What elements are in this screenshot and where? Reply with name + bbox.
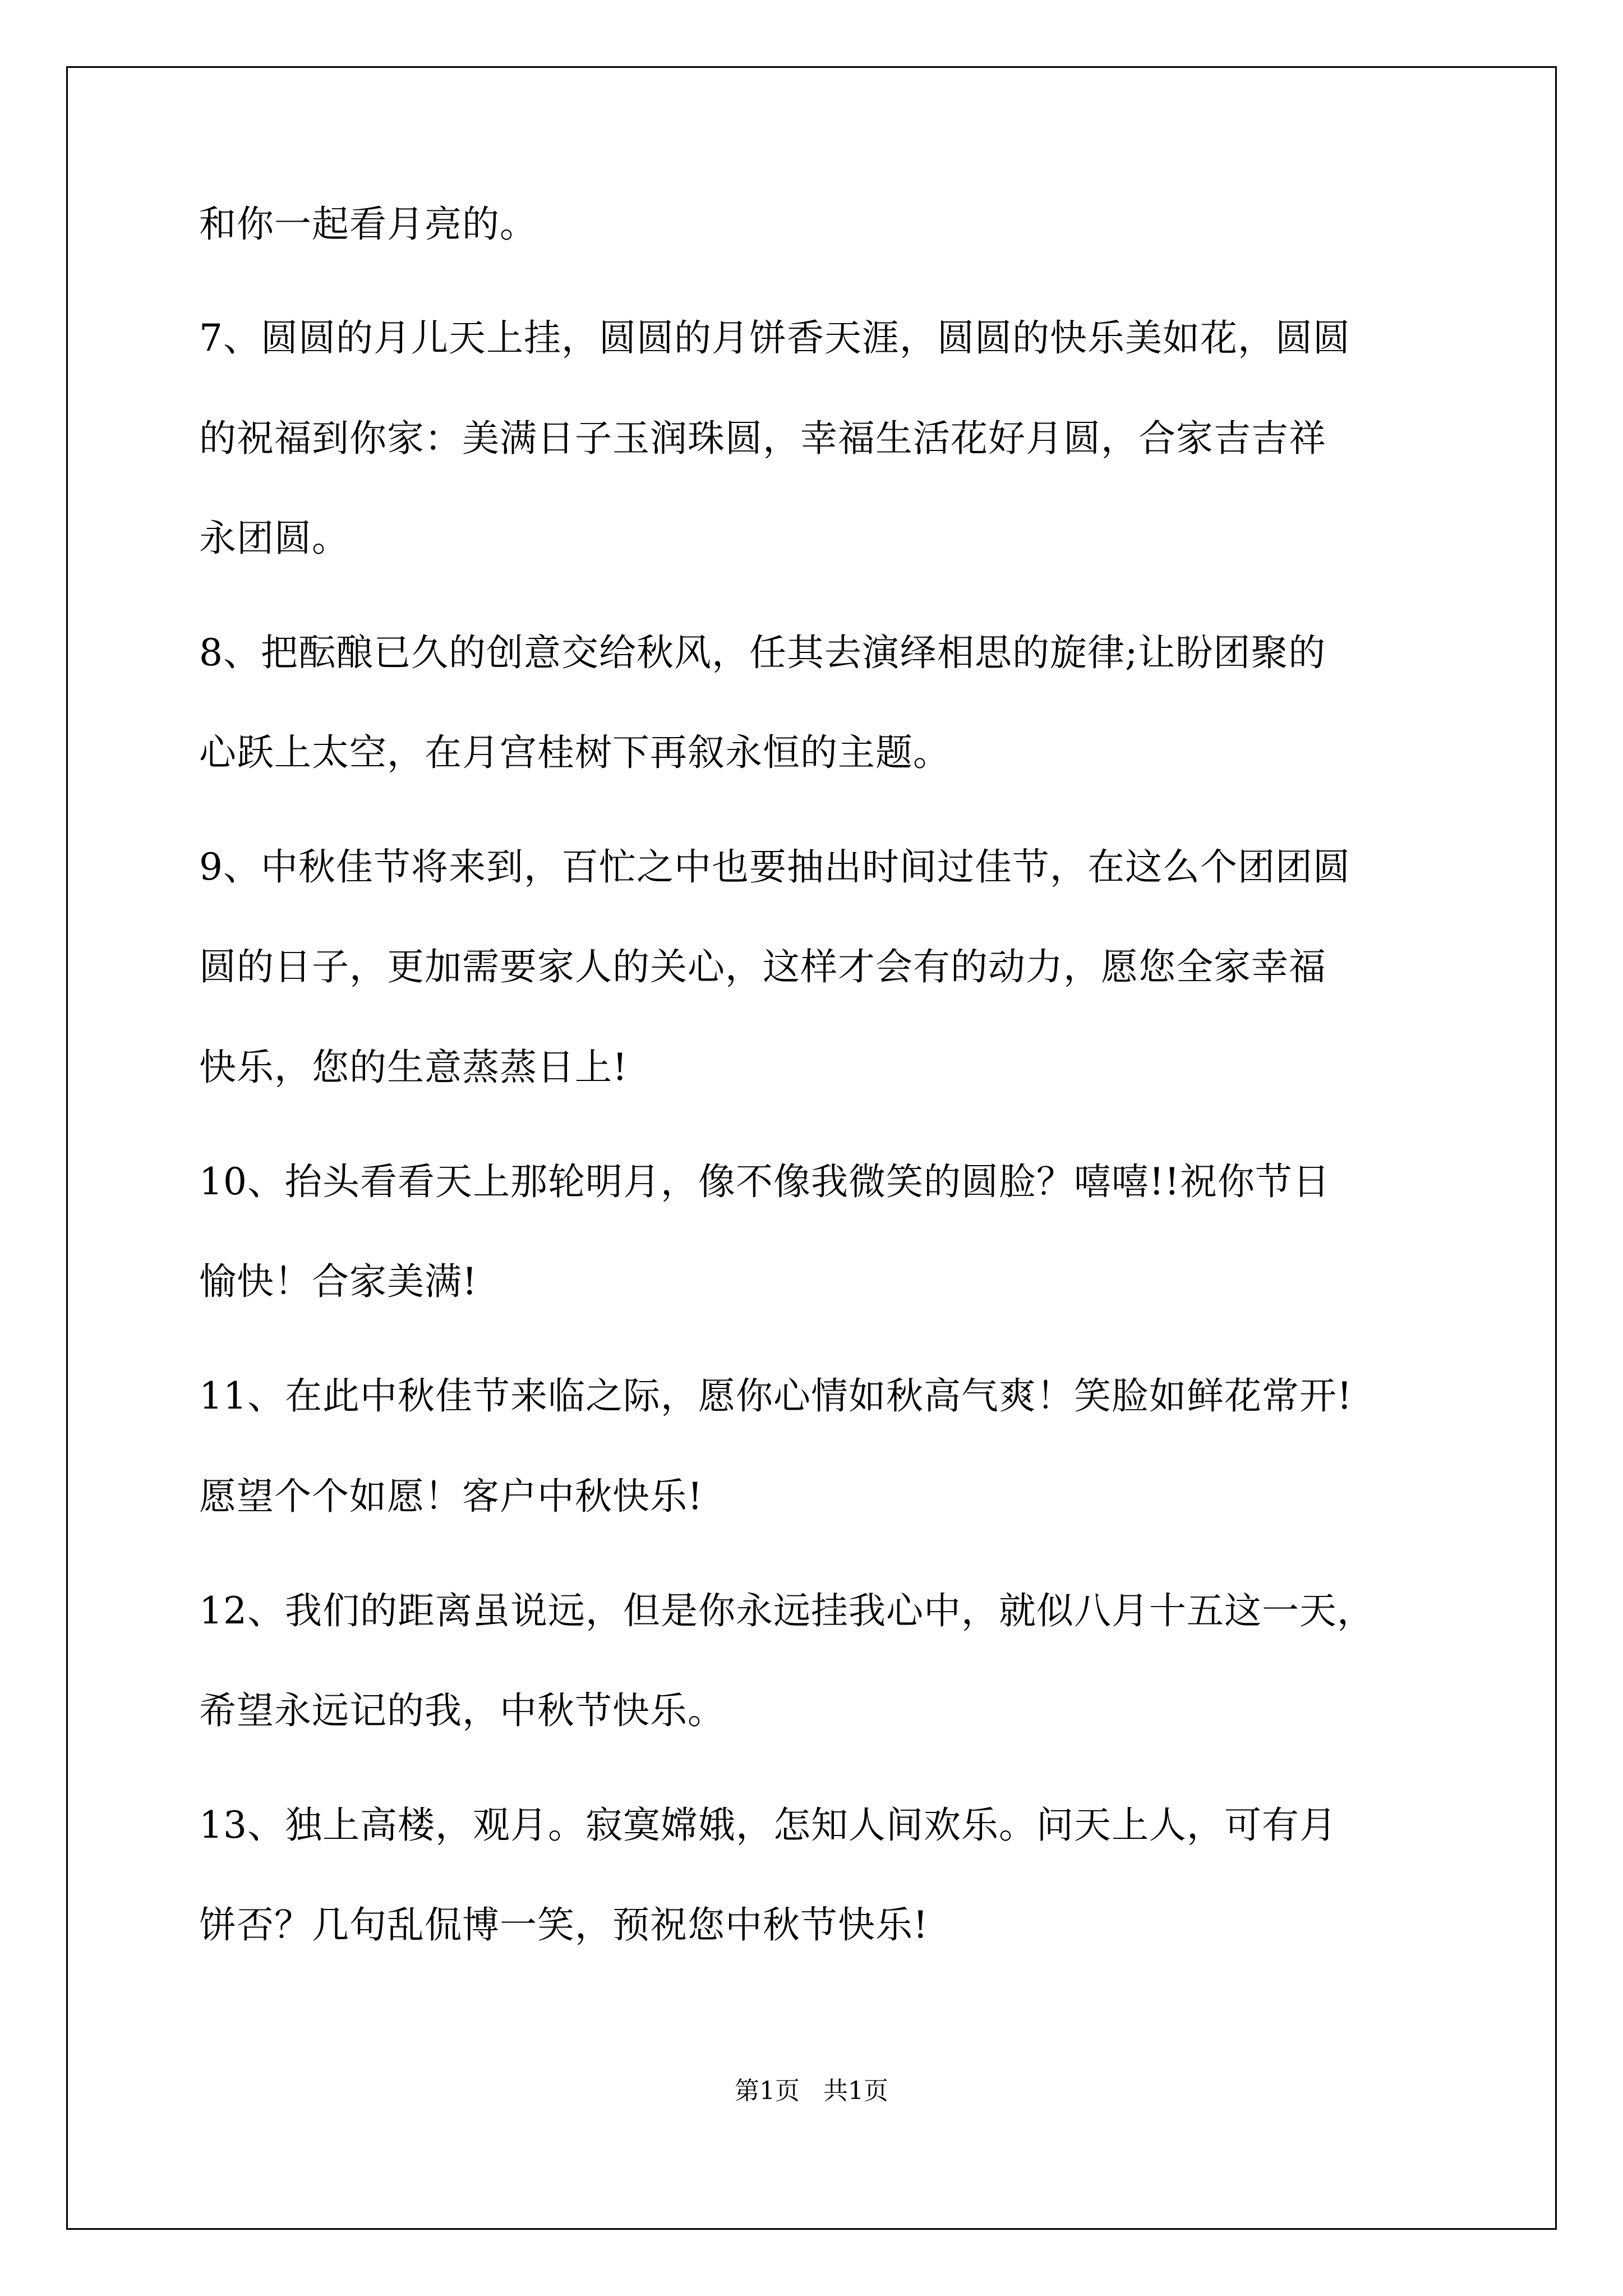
text-line: 心跃上太空，在月宫桂树下再叙永恒的主题。	[199, 731, 951, 774]
text-line: 10、抬头看看天上那轮明月，像不像我微笑的圆脸？嘻嘻!!祝你节日	[199, 1160, 1331, 1203]
text-line: 13、独上高楼，观月。寂寞嫦娥，怎知人间欢乐。问天上人，可有月	[199, 1803, 1337, 1847]
text-line: 圆的日子，更加需要家人的关心，这样才会有的动力，愿您全家幸福	[199, 945, 1326, 988]
text-line: 饼否？几句乱侃博一笑，预祝您中秋节快乐!	[199, 1903, 929, 1947]
text-line: 和你一起看月亮的。	[199, 203, 537, 246]
page-number-footer: 第1页 共1页	[735, 2077, 888, 2105]
text-line: 7、圆圆的月儿天上挂，圆圆的月饼香天涯，圆圆的快乐美如花，圆圆	[199, 316, 1350, 360]
text-line: 12、我们的距离虽说远，但是你永远挂我心中，就似八月十五这一天，	[199, 1589, 1375, 1632]
text-line: 愿望个个如愿！客户中秋快乐!	[199, 1475, 703, 1518]
text-line: 快乐，您的生意蒸蒸日上!	[199, 1046, 628, 1089]
text-line: 永团圆。	[199, 517, 349, 560]
text-line: 8、把酝酿已久的创意交给秋风，任其去演绎相思的旋律;让盼团聚的	[199, 631, 1326, 674]
text-line: 愉快！合家美满!	[199, 1260, 478, 1303]
text-line: 11、在此中秋佳节来临之际，愿你心情如秋高气爽！笑脸如鲜花常开!	[199, 1374, 1353, 1418]
text-line: 希望永远记的我，中秋节快乐。	[199, 1689, 725, 1732]
text-line: 9、中秋佳节将来到，百忙之中也要抽出时间过佳节，在这么个团团圆	[199, 845, 1350, 889]
text-line: 的祝福到你家：美满日子玉润珠圆，幸福生活花好月圆，合家吉吉祥	[199, 417, 1326, 460]
